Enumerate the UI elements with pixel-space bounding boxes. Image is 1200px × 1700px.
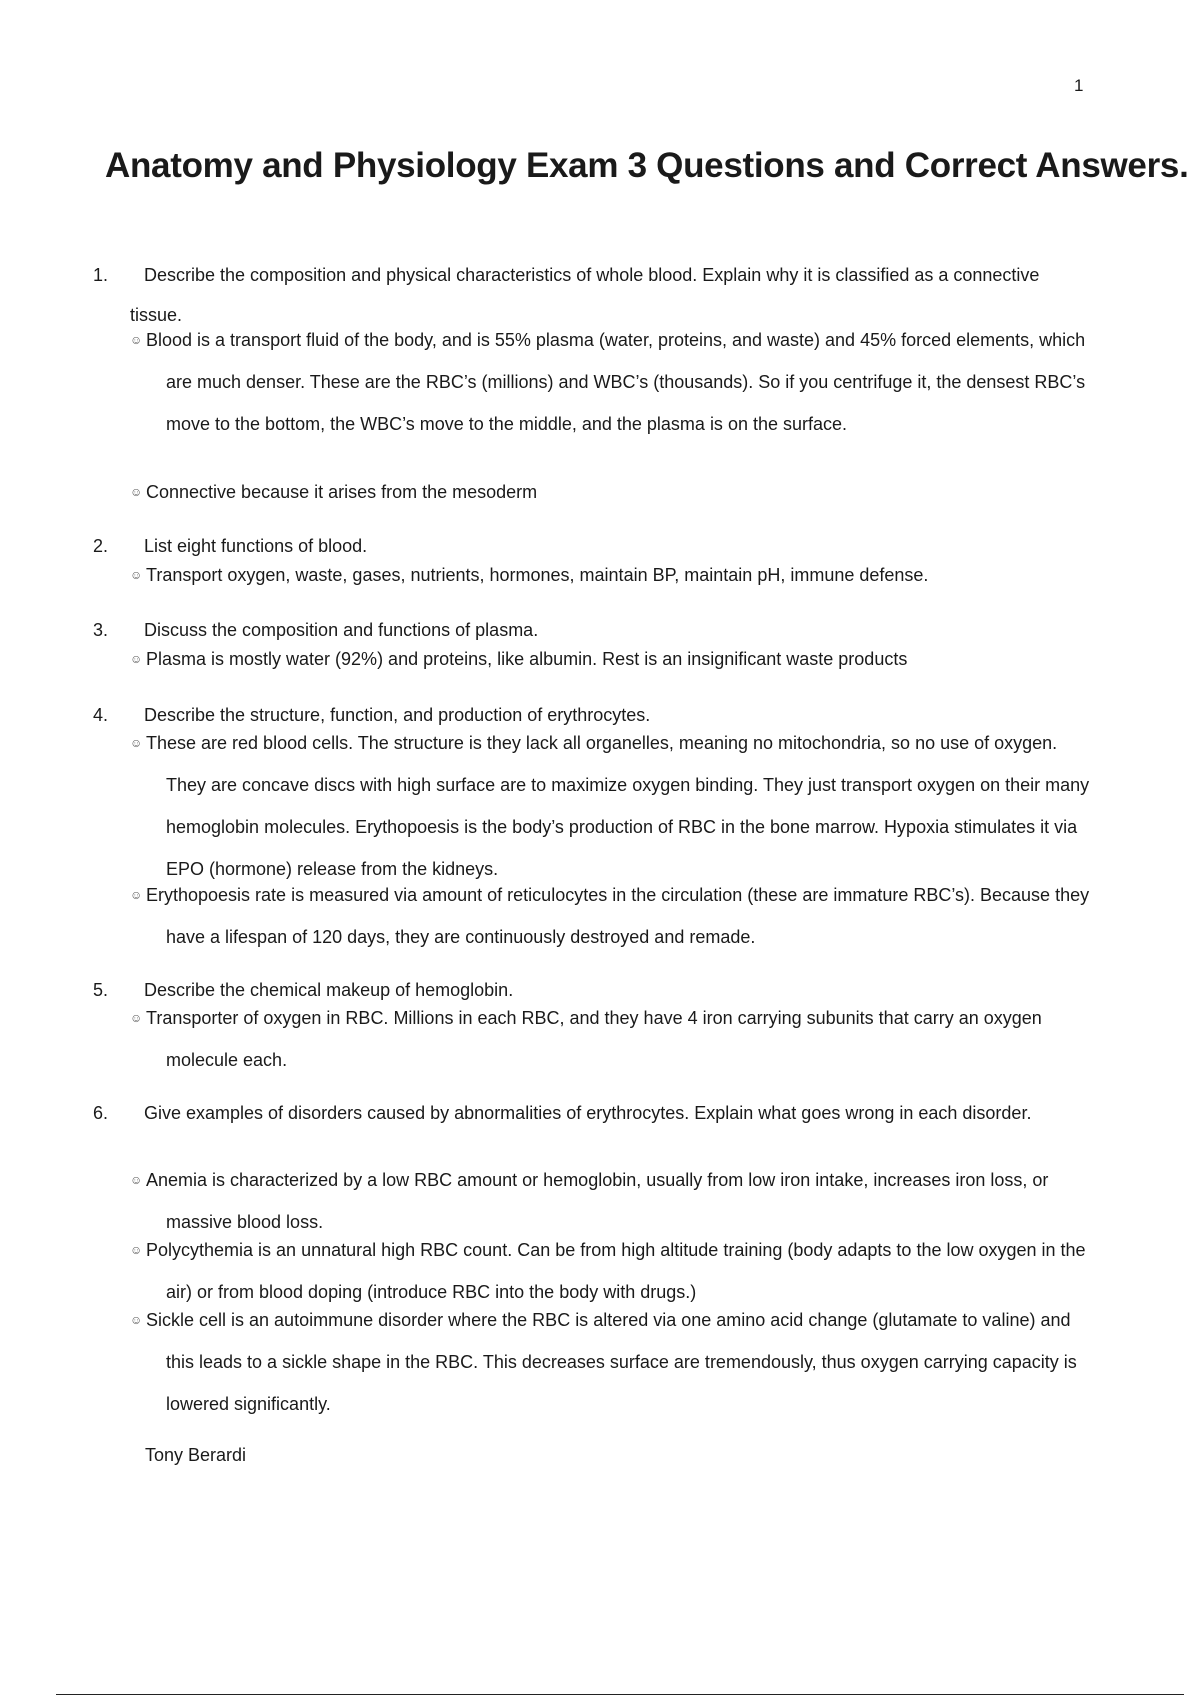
answer-text: These are red blood cells. The structure is they lack all organelles, meaning no mitochondria, so no use of oxygen. They are concave discs with high surface are to maximize oxygen binding. They just transport oxygen on their many hemoglobin molecules. Erythopoesis is the body’s production of RBC in the bone marrow. Hypoxia stimulates it via EPO (hormone) release from the kidneys.	[146, 733, 1090, 879]
answer-text: Sickle cell is an autoimmune disorder where the RBC is altered via one amino acid change (glutamate to valine) and this leads to a sickle shape in the RBC. This decreases surface are tremendously, thus oxygen carrying capacity is lowered significantly.	[146, 1310, 1077, 1414]
question-text: Describe the structure, function, and production of erythrocytes.	[144, 705, 651, 725]
bullet-icon: ☺	[130, 568, 143, 582]
answer-item	[130, 471, 1090, 513]
bullet-icon: ☺	[130, 1173, 143, 1187]
question-number: 4.	[93, 705, 109, 725]
footer-divider	[56, 1694, 1184, 1695]
question-text: Describe the composition and physical characteristics of whole blood. Explain why it is classified as a connective tissue.	[130, 265, 1040, 325]
question-number: 6.	[93, 1103, 109, 1123]
answer-item	[130, 638, 1090, 680]
document-title: Anatomy and Physiology Exam 3 Questions and Correct Answers.	[105, 146, 1189, 185]
bullet-icon: ☺	[130, 652, 143, 666]
question-number: 5.	[93, 980, 109, 1000]
author-signature: Tony Berardi	[145, 1445, 247, 1465]
question-text: Discuss the composition and functions of plasma.	[144, 620, 539, 640]
bullet-icon: ☺	[130, 485, 143, 499]
answer-item	[130, 874, 1090, 958]
question-text: List eight functions of blood.	[144, 536, 368, 556]
bullet-icon: ☺	[130, 333, 143, 347]
question-text: Describe the chemical makeup of hemoglobin.	[144, 980, 514, 1000]
answer-item	[130, 997, 1090, 1081]
page-number: 1	[1074, 76, 1084, 95]
question-number: 1.	[93, 265, 109, 285]
answer-item	[130, 319, 1090, 445]
bullet-icon: ☺	[130, 888, 143, 902]
bullet-icon: ☺	[130, 1243, 143, 1257]
question-text: Give examples of disorders caused by abnormalities of erythrocytes. Explain what goes wrong in each disorder.	[144, 1103, 1032, 1123]
answer-text: Polycythemia is an unnatural high RBC count. Can be from high altitude training (body adapts to the low oxygen in the air) or from blood doping (introduce RBC into the body with drugs.)	[146, 1240, 1086, 1302]
answer-text: Erythopoesis rate is measured via amount of reticulocytes in the circulation (these are immature RBC’s). Because they have a lifespan of 120 days, they are continuously destroyed and remade.	[146, 885, 1090, 947]
answer-text: Anemia is characterized by a low RBC amount or hemoglobin, usually from low iron intake, increases iron loss, or massive blood loss.	[146, 1170, 1049, 1232]
bullet-icon: ☺	[130, 736, 143, 750]
answer-item	[130, 1299, 1090, 1425]
answer-item	[130, 554, 1090, 596]
answer-text: Plasma is mostly water (92%) and proteins, like albumin. Rest is an insignificant waste products	[146, 649, 908, 669]
answer-item	[130, 722, 1090, 890]
answer-text: Blood is a transport fluid of the body, and is 55% plasma (water, proteins, and waste) and 45% forced elements, which are much denser. These are the RBC’s (millions) and WBC’s (thousands). So if you centrifuge it, the densest RBC’s move to the bottom, the WBC’s move to the middle, and the plasma is on the surface.	[146, 330, 1086, 434]
question-number: 2.	[93, 536, 109, 556]
question-number: 3.	[93, 620, 109, 640]
answer-text: Connective because it arises from the mesoderm	[146, 482, 538, 502]
bullet-icon: ☺	[130, 1313, 143, 1327]
bullet-icon: ☺	[130, 1011, 143, 1025]
answer-text: Transporter of oxygen in RBC. Millions in each RBC, and they have 4 iron carrying subunits that carry an oxygen molecule each.	[146, 1008, 1042, 1070]
answer-text: Transport oxygen, waste, gases, nutrients, hormones, maintain BP, maintain pH, immune defense.	[146, 565, 929, 585]
